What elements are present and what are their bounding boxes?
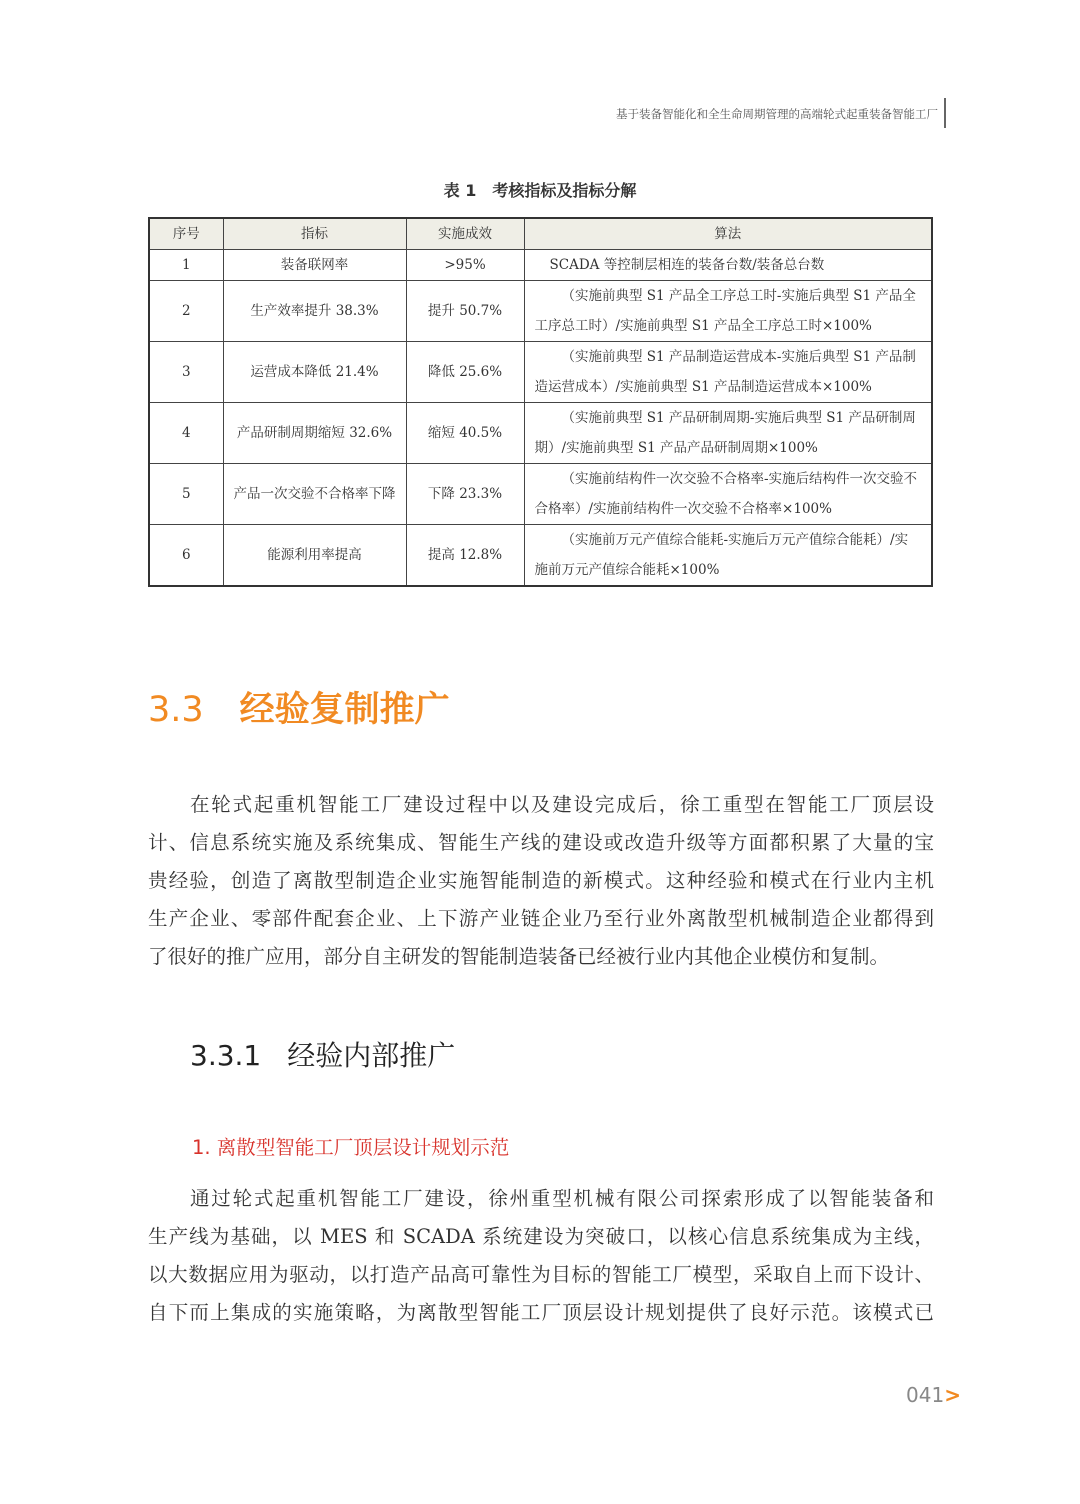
cell-result: 降低 25.6% [406, 342, 524, 403]
cell-result: 提高 12.8% [406, 525, 524, 587]
table-row [149, 525, 932, 587]
header-no: 序号 [149, 218, 223, 250]
cell-indicator: 生产效率提升 38.3% [223, 281, 406, 342]
paragraph-line: 通过轮式起重机智能工厂建设，徐州重型机械有限公司探索形成了以智能装备和 [190, 1187, 934, 1210]
item-heading: 1. 离散型智能工厂顶层设计规划示范 [192, 1136, 510, 1159]
paragraph-line: 计、信息系统实施及系统集成、智能生产线的建设或改造升级等方面都积累了大量的宝 [148, 831, 934, 854]
cell-no: 4 [149, 403, 223, 464]
cell-no: 3 [149, 342, 223, 403]
header-indicator: 指标 [223, 218, 406, 250]
cell-no: 2 [149, 281, 223, 342]
table-row [149, 403, 932, 464]
paragraph-line: 生产企业、零部件配套企业、上下游产业链企业乃至行业外离散型机械制造企业都得到 [148, 907, 934, 930]
cell-no: 1 [149, 250, 223, 281]
subsection-heading [190, 1034, 455, 1074]
cell-indicator: 装备联网率 [223, 250, 406, 281]
paragraph-line: 了很好的推广应用，部分自主研发的智能制造装备已经被行业内其他企业模仿和复制。 [148, 945, 890, 968]
subsection-number: 3.3.1 [190, 1039, 262, 1072]
table-row [149, 281, 932, 342]
cell-algorithm: （实施前典型 S1 产品全工序总工时-实施后典型 S1 产品全工序总工时）/实施前典型 S1 产品全工序总工时×100% [524, 281, 932, 342]
paragraph-line: 生产线为基础，以 MES 和 SCADA 系统建设为突破口，以核心信息系统集成为主线， [148, 1225, 934, 1248]
paragraph-line: 自下而上集成的实施策略，为离散型智能工厂顶层设计规划提供了良好示范。该模式已 [148, 1301, 934, 1324]
table-caption: 表 1 考核指标及指标分解 [443, 181, 637, 200]
cell-indicator: 产品研制周期缩短 32.6% [223, 403, 406, 464]
page-number [906, 1383, 961, 1407]
subsection-title: 经验内部推广 [287, 1039, 456, 1072]
header-algorithm: 算法 [524, 218, 932, 250]
cell-no: 5 [149, 464, 223, 525]
running-header: 基于装备智能化和全生命周期管理的高端轮式起重装备智能工厂 [616, 107, 938, 121]
paragraph-line: 以大数据应用为驱动，以打造产品高可靠性为目标的智能工厂模型，采取自上而下设计、 [148, 1263, 934, 1286]
table-row [149, 464, 932, 525]
table-row [149, 250, 932, 281]
cell-indicator: 能源利用率提高 [223, 525, 406, 587]
cell-no: 6 [149, 525, 223, 587]
section-title: 经验复制推广 [239, 690, 450, 730]
cell-result: 下降 23.3% [406, 464, 524, 525]
header-result: 实施成效 [406, 218, 524, 250]
cell-indicator: 运营成本降低 21.4% [223, 342, 406, 403]
next-arrow-icon: > [944, 1383, 961, 1407]
section-heading [148, 682, 450, 732]
cell-algorithm: （实施前典型 S1 产品研制周期-实施后典型 S1 产品研制周期）/实施前典型 S1 产品产品研制周期×100% [524, 403, 932, 464]
cell-result: >95% [406, 250, 524, 281]
indicator-table [148, 217, 933, 587]
cell-algorithm: （实施前万元产值综合能耗-实施后万元产值综合能耗）/实施前万元产值综合能耗×100% [524, 525, 932, 587]
table-header-row [149, 218, 932, 250]
cell-result: 提升 50.7% [406, 281, 524, 342]
paragraph-line: 贵经验，创造了离散型制造企业实施智能制造的新模式。这种经验和模式在行业内主机 [148, 869, 934, 892]
cell-result: 缩短 40.5% [406, 403, 524, 464]
page-number-text: 041 [906, 1383, 945, 1407]
table-row [149, 342, 932, 403]
body-paragraph-2 [148, 1180, 934, 1332]
header-divider [944, 98, 946, 128]
cell-algorithm: SCADA 等控制层相连的装备台数/装备总台数 [524, 250, 932, 281]
cell-algorithm: （实施前结构件一次交验不合格率-实施后结构件一次交验不合格率）/实施前结构件一次交验不合格率×100% [524, 464, 932, 525]
paragraph-line: 在轮式起重机智能工厂建设过程中以及建设完成后，徐工重型在智能工厂顶层设 [190, 793, 934, 816]
body-paragraph-1 [148, 786, 934, 976]
section-number: 3.3 [148, 690, 204, 730]
cell-indicator: 产品一次交验不合格率下降 [223, 464, 406, 525]
cell-algorithm: （实施前典型 S1 产品制造运营成本-实施后典型 S1 产品制造运营成本）/实施前典型 S1 产品制造运营成本×100% [524, 342, 932, 403]
